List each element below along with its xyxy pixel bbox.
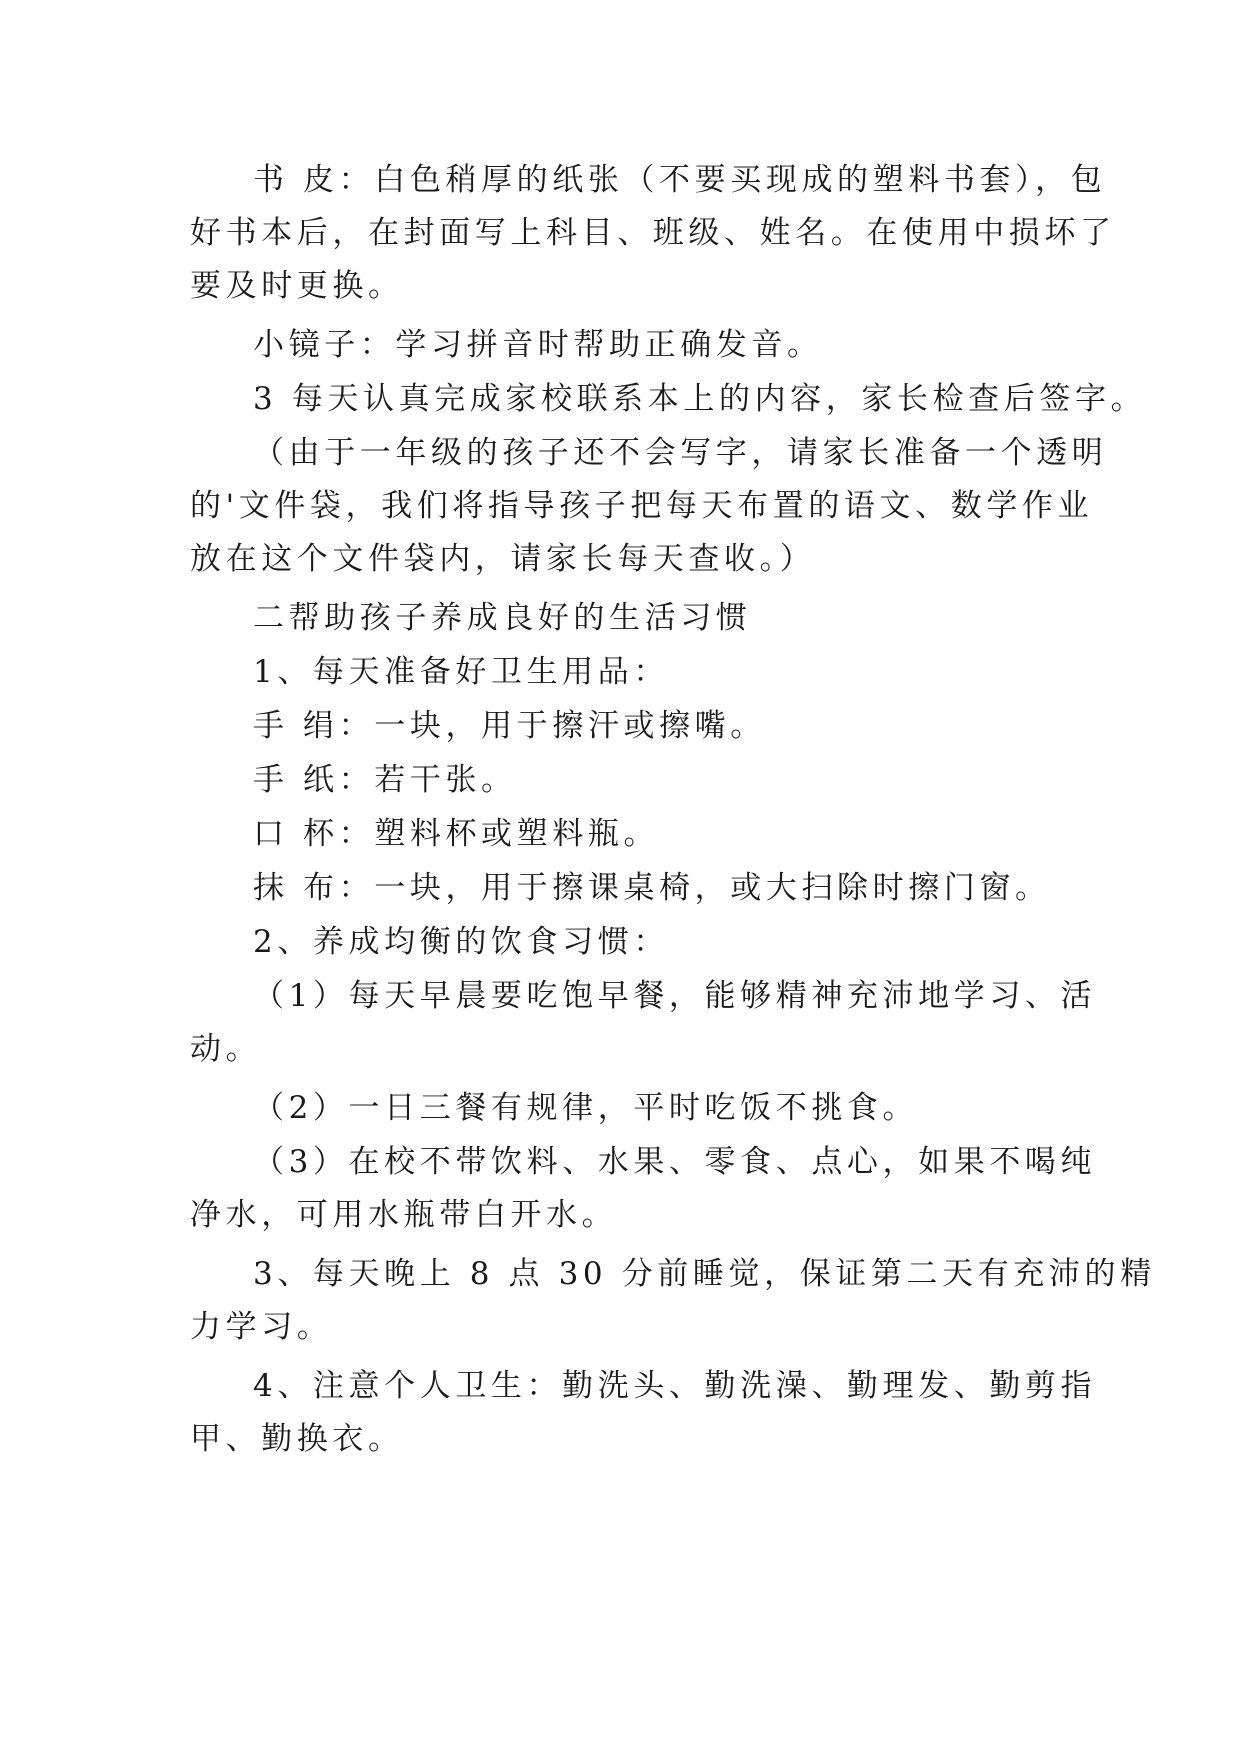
text-line: 的'文件袋，我们将指导孩子把每天布置的语文、数学作业 [190, 488, 1094, 524]
text-line: 手 绢：一块，用于擦汗或擦嘴。 [253, 708, 766, 744]
text-line: 放在这个文件袋内，请家长每天查收。） [190, 541, 816, 577]
text-line: （3）在校不带饮料、水果、零食、点心，如果不喝纯 [253, 1144, 1097, 1180]
text-line: （1）每天早晨要吃饱早餐，能够精神充沛地学习、活 [253, 978, 1097, 1014]
text-line: 3 每天认真完成家校联系本上的内容，家长检查后签字。 [253, 381, 1147, 417]
text-line: 书 皮：白色稍厚的纸张（不要买现成的塑料书套），包 [253, 162, 1107, 198]
text-line: 1、每天准备好卫生用品： [253, 654, 669, 690]
text-line: 小镜子：学习拼音时帮助正确发音。 [253, 327, 823, 363]
text-line: 好书本后，在封面写上科目、班级、姓名。在使用中损坏了 [190, 215, 1116, 251]
text-line: 力学习。 [190, 1309, 333, 1345]
text-line: 抹 布：一块，用于擦课桌椅，或大扫除时擦门窗。 [253, 870, 1051, 906]
text-line: 2、养成均衡的饮食习惯： [253, 924, 669, 960]
text-line: （2）一日三餐有规律，平时吃饭不挑食。 [253, 1090, 919, 1126]
text-line: 手 纸：若干张。 [253, 762, 517, 798]
text-line: 甲、勤换衣。 [190, 1421, 404, 1457]
text-line: 净水，可用水瓶带白开水。 [190, 1197, 618, 1233]
text-line: 4、注意个人卫生：勤洗头、勤洗澡、勤理发、勤剪指 [253, 1368, 1097, 1404]
text-line: 口 杯：塑料杯或塑料瓶。 [253, 816, 660, 852]
text-line: 二帮助孩子养成良好的生活习惯 [253, 600, 752, 636]
text-line: 3、每天晚上 8 点 30 分前睡觉，保证第二天有充沛的精 [253, 1256, 1156, 1292]
text-line: （由于一年级的孩子还不会写字，请家长准备一个透明 [253, 435, 1108, 471]
text-line: 要及时更换。 [190, 268, 404, 304]
text-line: 动。 [190, 1031, 262, 1067]
